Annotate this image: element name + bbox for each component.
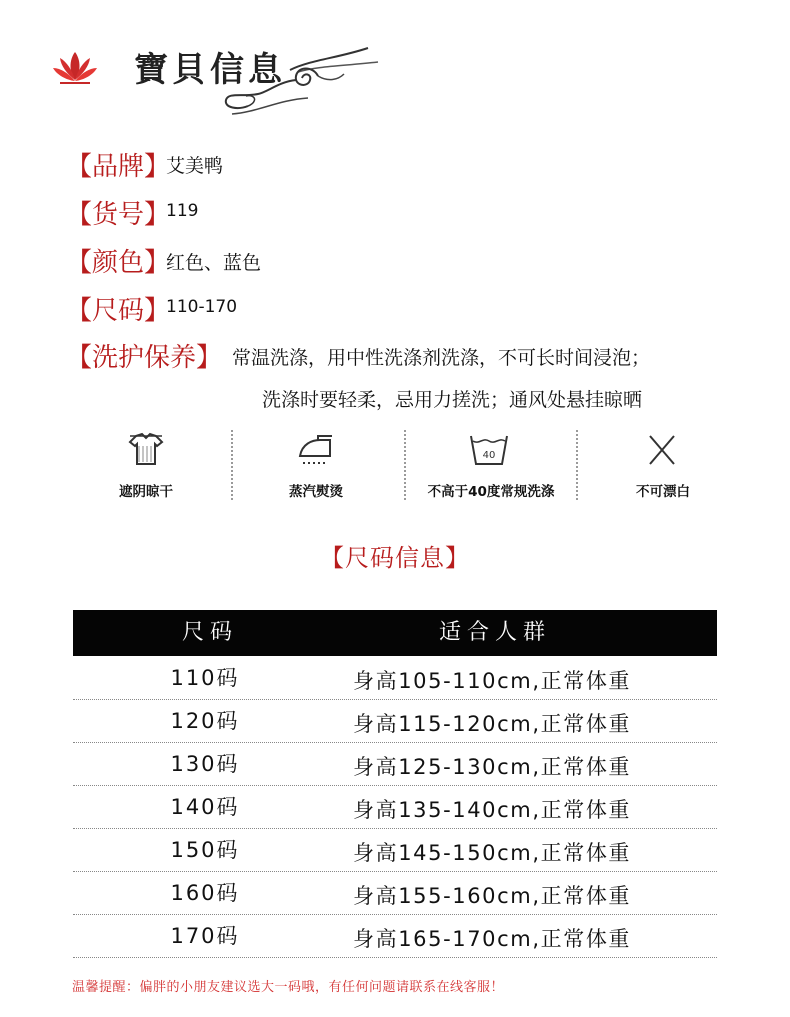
fit-cell: 身高165-170cm,正常体重 xyxy=(353,927,632,951)
size-table-header xyxy=(73,610,717,656)
table-row xyxy=(73,914,717,958)
table-row xyxy=(73,656,717,700)
care-instructions-line2: 洗涤时要轻柔，忌用力搓洗；通风处悬挂晾晒 xyxy=(262,389,643,411)
table-row xyxy=(73,742,717,786)
size-info-title: 【尺码信息】 xyxy=(320,544,470,572)
header-fit: 适合人群 xyxy=(439,620,552,645)
size-label: 【尺码】 xyxy=(66,296,171,326)
size-cell: 130码 xyxy=(170,752,240,776)
care-icon-label: 遮阴晾干 xyxy=(119,484,173,500)
care-label: 【洗护保养】 xyxy=(66,343,223,373)
table-row xyxy=(73,871,717,915)
table-row xyxy=(73,785,717,829)
fit-cell: 身高135-140cm,正常体重 xyxy=(353,798,632,822)
header-title: 寶貝信息 xyxy=(134,50,286,90)
brand-label: 【品牌】 xyxy=(66,152,171,182)
fit-cell: 身高125-130cm,正常体重 xyxy=(353,755,632,779)
size-cell: 160码 xyxy=(170,881,240,905)
size-cell: 120码 xyxy=(170,709,240,733)
table-row xyxy=(73,699,717,743)
sku-label: 【货号】 xyxy=(66,200,171,230)
fit-cell: 身高115-120cm,正常体重 xyxy=(353,712,632,736)
care-icon-label: 蒸汽熨烫 xyxy=(289,484,343,500)
size-cell: 110码 xyxy=(170,666,240,690)
cloud-ornament-icon xyxy=(218,40,388,118)
brand-value: 艾美鸭 xyxy=(166,155,224,177)
fit-cell: 身高155-160cm,正常体重 xyxy=(353,884,632,908)
header-size: 尺码 xyxy=(181,620,238,645)
care-icon-label: 不可漂白 xyxy=(636,484,690,500)
size-cell: 150码 xyxy=(170,838,240,862)
size-cell: 170码 xyxy=(170,924,240,948)
shirt-dry-shade-icon xyxy=(126,432,166,468)
care-icon-label: 不高于40度常规洗涤 xyxy=(427,484,555,500)
table-row xyxy=(73,828,717,872)
wash-40-icon xyxy=(469,432,509,468)
wash-temp-badge: 40 xyxy=(482,450,496,461)
size-cell: 140码 xyxy=(170,795,240,819)
sku-value: 119 xyxy=(166,201,199,221)
no-bleach-icon xyxy=(642,432,682,468)
size-value: 110-170 xyxy=(166,297,238,317)
fit-cell: 身高105-110cm,正常体重 xyxy=(353,669,632,693)
fit-cell: 身高145-150cm,正常体重 xyxy=(353,841,632,865)
warm-tip: 温馨提醒：偏胖的小朋友建议选大一码哦，有任何问题请联系在线客服！ xyxy=(72,980,505,995)
care-instructions-line1: 常温洗涤，用中性洗涤剂洗涤，不可长时间浸泡； xyxy=(232,347,651,369)
lotus-logo-icon xyxy=(52,50,98,86)
color-value: 红色、蓝色 xyxy=(166,252,262,274)
steam-iron-icon xyxy=(296,432,336,468)
color-label: 【颜色】 xyxy=(66,248,171,278)
